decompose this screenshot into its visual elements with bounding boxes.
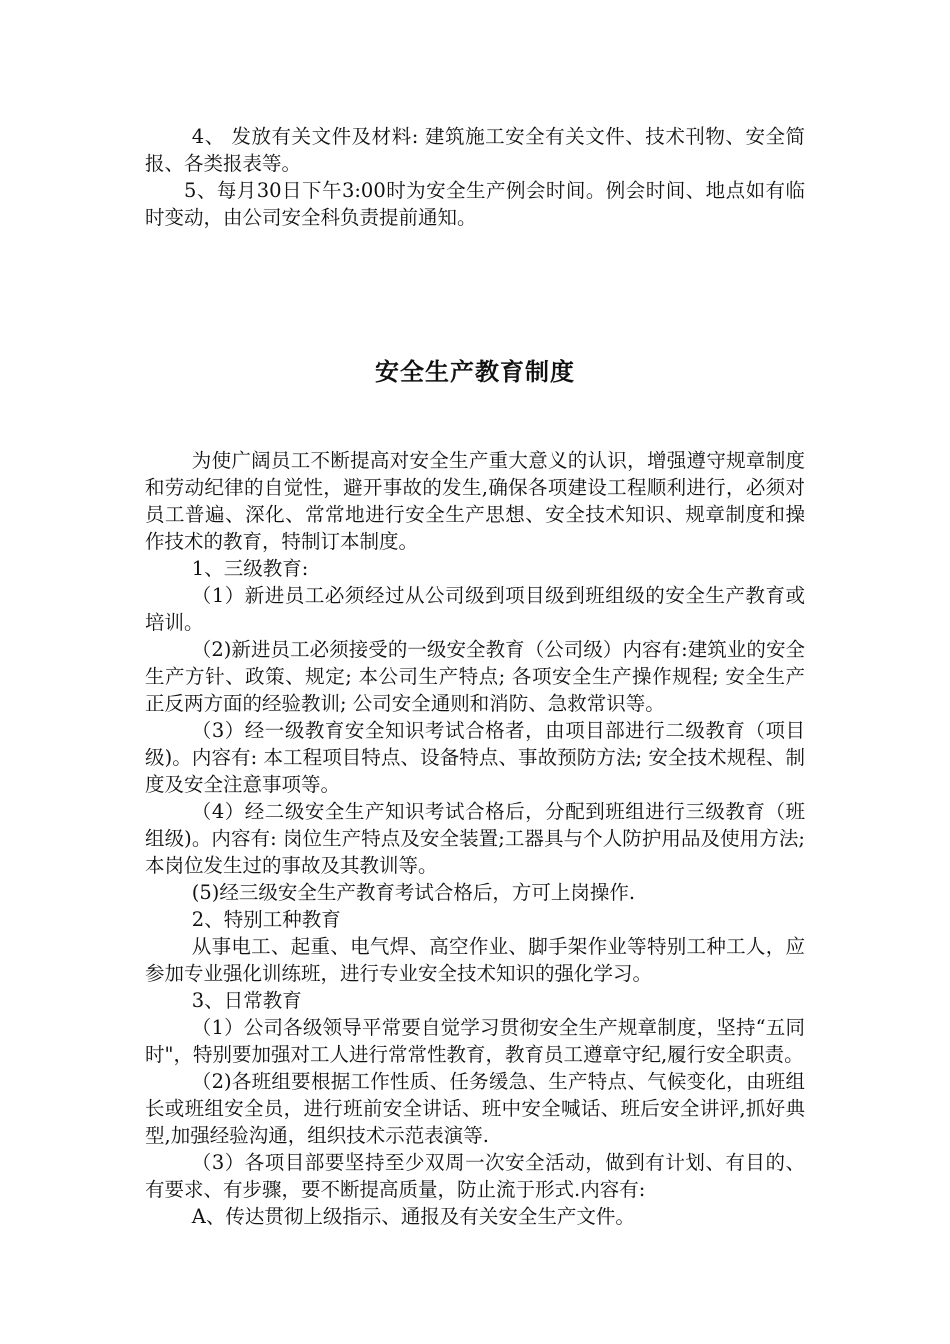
top-section: [145, 123, 805, 231]
section-1-item: （2)新进员工必须接受的一级安全教育（公司级）内容有:建筑业的安全生产方针、政策、规定; 本公司生产特点; 各项安全生产操作规程; 安全生产正反两方面的经验教训; 公司安全通则和消防、急救常识等。: [145, 638, 805, 715]
section-heading-1: 1、三级教育:: [191, 557, 309, 580]
section-1-item: （4）经二级安全生产知识考试合格后，分配到班组进行三级教育（班组级)。内容有: 岗位生产特点及安全装置;工器具与个人防护用品及使用方法; 本岗位发生过的事故及其教训等。: [145, 800, 805, 877]
paragraph-item-5: 5、每月30日下午3:00时为安全生产例会时间。例会时间、地点如有临时变动，由公司安全科负责提前通知。: [145, 179, 805, 229]
body-section: [145, 447, 805, 1230]
paragraph-item-4: 4、 发放有关文件及材料: 建筑施工安全有关文件、技术刊物、安全简报、各类报表等。: [145, 125, 805, 175]
section-3-item: A、传达贯彻上级指示、通报及有关安全生产文件。: [191, 1205, 635, 1228]
section-2-paragraph: 从事电工、起重、电气焊、高空作业、脚手架作业等特别工种工人，应参加专业强化训练班，进行专业安全技术知识的强化学习。: [145, 935, 805, 985]
section-1-item: （3）经一级教育安全知识考试合格者，由项目部进行二级教育（项目级)。内容有: 本工程项目特点、设备特点、事故预防方法; 安全技术规程、制度及安全注意事项等。: [145, 719, 805, 796]
section-heading-3: 3、日常教育: [191, 989, 302, 1012]
section-3-item: （2)各班组要根据工作性质、任务缓急、生产特点、气候变化，由班组长或班组安全员，进行班前安全讲话、班中安全喊话、班后安全讲评,抓好典型,加强经验沟通，组织技术示范表演等.: [145, 1070, 805, 1147]
section-3-item: （3）各项目部要坚持至少双周一次安全活动，做到有计划、有目的、有要求、有步骤，要不断提高质量，防止流于形式.内容有:: [145, 1151, 805, 1201]
section-1-item: (5)经三级安全生产教育考试合格后，方可上岗操作.: [191, 881, 636, 904]
page-title: 安全生产教育制度: [375, 357, 575, 386]
intro-paragraph: 为使广阔员工不断提高对安全生产重大意义的认识，增强遵守规章制度和劳动纪律的自觉性，避开事故的发生,确保各项建设工程顺利进行，必须对员工普遍、深化、常常地进行安全生产思想、安全技术知识、规章制度和操作技术的教育，特制订本制度。: [145, 449, 805, 553]
section-1-item: （1）新进员工必须经过从公司级到项目级到班组级的安全生产教育或培训。: [145, 584, 805, 634]
section-heading-2: 2、特别工种教育: [191, 908, 341, 931]
section-3-item: （1）公司各级领导平常要自觉学习贯彻安全生产规章制度，坚持“五同时"，特别要加强对工人进行常常性教育，教育员工遵章守纪,履行安全职责。: [145, 1016, 805, 1066]
